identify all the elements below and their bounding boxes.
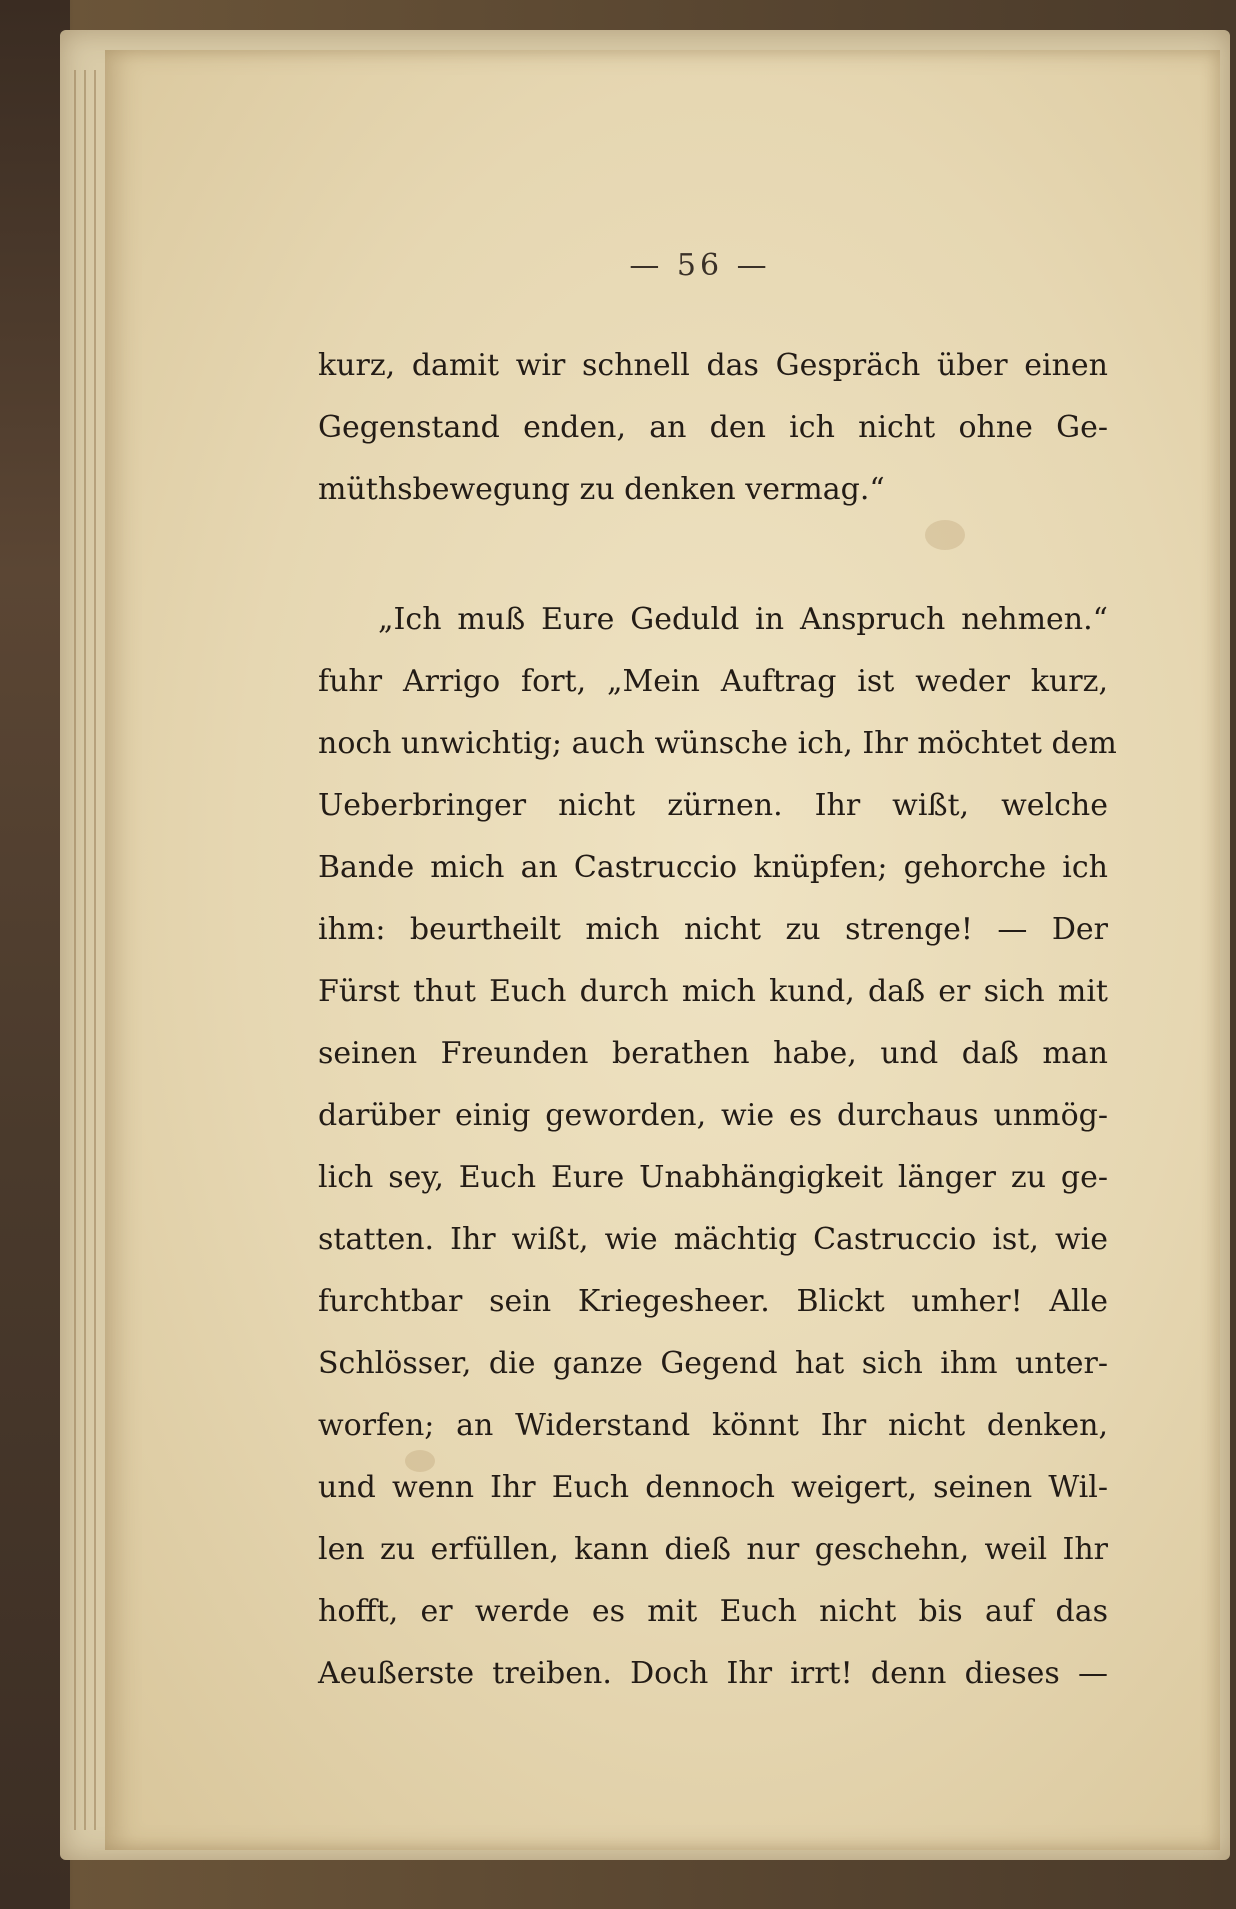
text-line: seinen Freunden berathen habe, und daß man bbox=[318, 1036, 1108, 1071]
text-line: statten. Ihr wißt, wie mächtig Castruccio ist, wie bbox=[318, 1222, 1108, 1257]
text-line: ihm: beurtheilt mich nicht zu strenge! — Der bbox=[318, 912, 1108, 947]
text-line: Ueberbringer nicht zürnen. Ihr wißt, welche bbox=[318, 788, 1108, 823]
text-line: hofft, er werde es mit Euch nicht bis auf das bbox=[318, 1594, 1108, 1629]
page-edge-line bbox=[94, 70, 96, 1830]
text-line: Fürst thut Euch durch mich kund, daß er sich mit bbox=[318, 974, 1108, 1009]
text-line: furchtbar sein Kriegesheer. Blickt umher! Alle bbox=[318, 1284, 1108, 1319]
text-line: „Ich muß Eure Geduld in Anspruch nehmen.“ bbox=[378, 602, 1108, 637]
text-line: Gegenstand enden, an den ich nicht ohne Ge- bbox=[318, 410, 1108, 445]
text-line: fuhr Arrigo fort, „Mein Auftrag ist weder kurz, bbox=[318, 664, 1108, 699]
text-line: müthsbewegung zu denken vermag.“ bbox=[318, 472, 885, 507]
text-line: darüber einig geworden, wie es durchaus unmög- bbox=[318, 1098, 1108, 1133]
text-line: worfen; an Widerstand könnt Ihr nicht denken, bbox=[318, 1408, 1108, 1443]
text-line: lich sey, Euch Eure Unabhängigkeit länger zu ge- bbox=[318, 1160, 1108, 1195]
page-edge-line bbox=[74, 70, 76, 1830]
text-line: len zu erfüllen, kann dieß nur geschehn, weil Ihr bbox=[318, 1532, 1108, 1567]
text-line: Bande mich an Castruccio knüpfen; gehorche ich bbox=[318, 850, 1108, 885]
page-body-text bbox=[318, 335, 1117, 1705]
paragraph-break bbox=[318, 521, 1108, 589]
text-line: kurz, damit wir schnell das Gespräch über einen bbox=[318, 348, 1108, 383]
text-line: und wenn Ihr Euch dennoch weigert, seinen Wil- bbox=[318, 1470, 1108, 1505]
page-edge-line bbox=[84, 70, 86, 1830]
text-line: Aeußerste treiben. Doch Ihr irrt! denn dieses — bbox=[318, 1656, 1108, 1691]
text-line: Schlösser, die ganze Gegend hat sich ihm unter- bbox=[318, 1346, 1108, 1381]
text-line: noch unwichtig; auch wünsche ich, Ihr möchtet dem bbox=[318, 726, 1117, 761]
page-number: — 56 — bbox=[629, 248, 771, 283]
